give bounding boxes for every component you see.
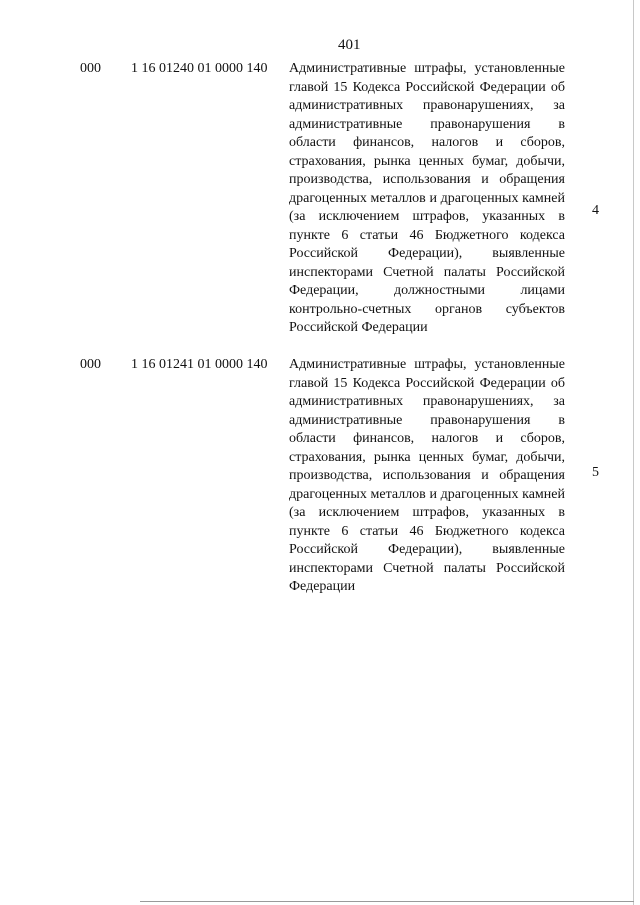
income-description: Административные штрафы, установленные главой 15 Кодекса Российской Федерации об административных правонарушениях, за административные правонарушения в области финансов, налогов и сборов, страхования, рынка ценных бумаг, добычи, производства, использования и обращения драгоценных металлов и драгоценных камней (за исключением штрафов, указанных в пункте 6 статьи 46 Бюджетного кодекса Российской Федерации), выявленные инспекторами Счетной палаты Российской Федерации <box>289 357 565 594</box>
income-description: Административные штрафы, установленные главой 15 Кодекса Российской Федерации об административных правонарушениях, за административные правонарушения в области финансов, налогов и сборов, страхования, рынка ценных бумаг, добычи, производства, использования и обращения драгоценных металлов и драгоценных камней (за исключением штрафов, указанных в пункте 6 статьи 46 Бюджетного кодекса Российской Федерации), выявленные инспекторами Счетной палаты Российской Федерации, должностными лицами контрольно-счетных органов субъектов Российской Федерации <box>289 61 565 335</box>
row-number: 4 <box>592 203 599 218</box>
budget-classification-code: 1 16 01241 01 0000 140 <box>131 357 268 372</box>
page-number: 401 <box>338 37 361 53</box>
row-number: 5 <box>592 465 599 480</box>
budget-classification-code: 1 16 01240 01 0000 140 <box>131 61 268 76</box>
scan-edge-line <box>140 901 634 902</box>
admin-code: 000 <box>80 61 101 76</box>
scan-edge-line <box>633 0 634 905</box>
admin-code: 000 <box>80 357 101 372</box>
